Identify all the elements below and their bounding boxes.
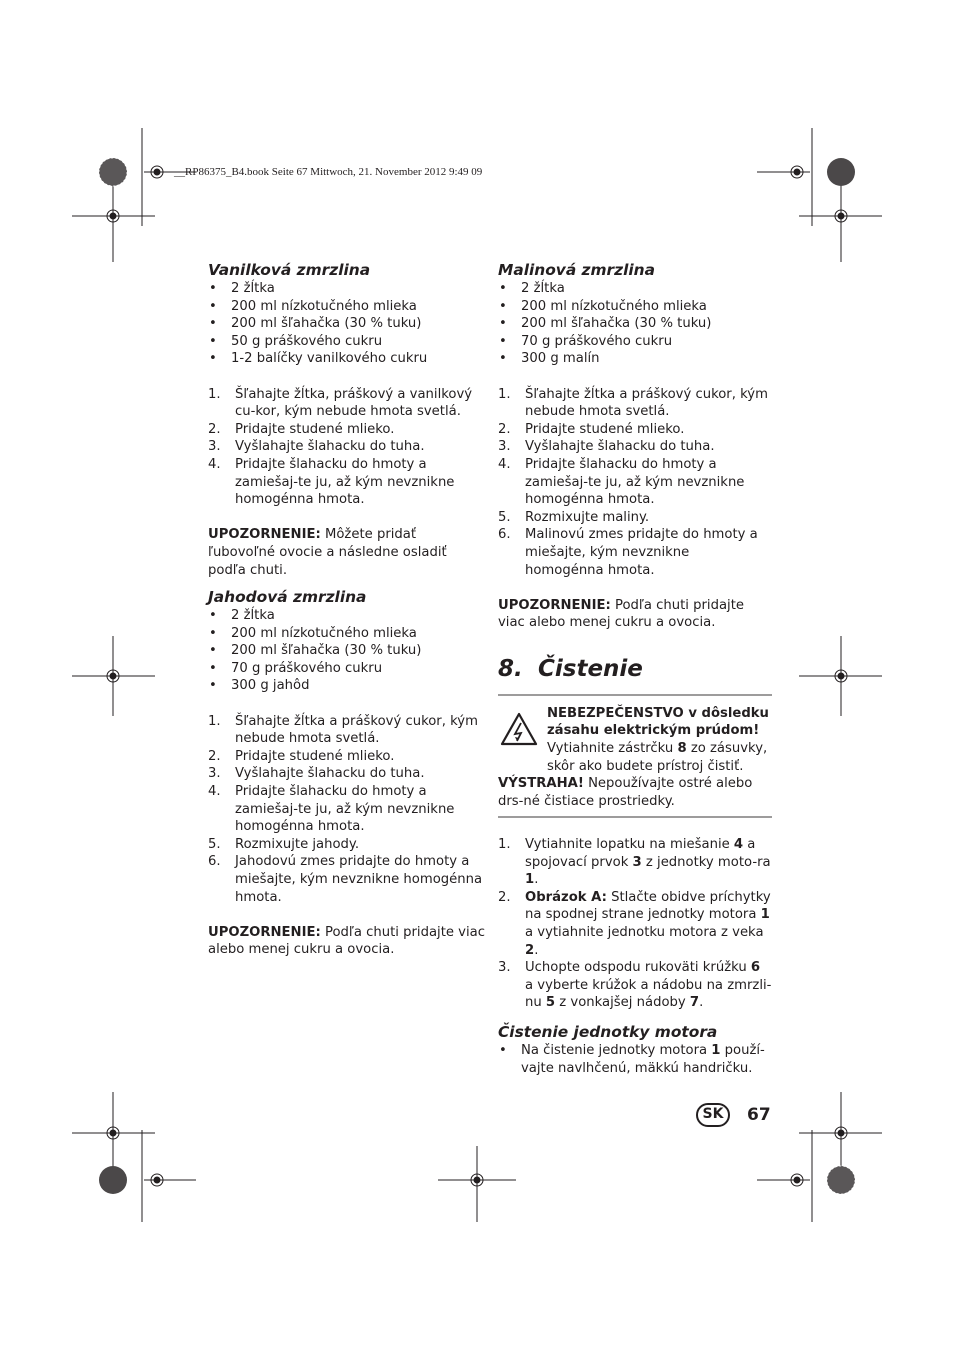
step-text: Jahodovú zmes pridajte do hmoty a miešajte, kým nevznikne homogénna hmota. bbox=[235, 854, 483, 905]
list-item: • 200 ml šľahačka (30 % tuku) bbox=[498, 315, 772, 333]
raspberry-note bbox=[498, 597, 772, 632]
step-item: 1. Vytiahnite lopatku na miešanie 4 a spojovací prvok 3 z jednotky moto-ra 1. bbox=[498, 837, 771, 888]
language-badge bbox=[696, 1103, 730, 1127]
step-item bbox=[208, 853, 486, 906]
step-item bbox=[498, 438, 772, 456]
left-column bbox=[208, 260, 486, 959]
step-item bbox=[498, 509, 772, 527]
step-number: 1. bbox=[208, 713, 221, 729]
right-column bbox=[498, 260, 772, 1077]
step-number: 5. bbox=[498, 509, 511, 525]
list-item: • 200 ml šľahačka (30 % tuku) bbox=[208, 315, 486, 333]
step-item bbox=[208, 438, 486, 456]
step-item bbox=[208, 765, 486, 783]
section-heading bbox=[498, 654, 772, 684]
step-number: 2. bbox=[208, 421, 221, 437]
list-item: • 2 žĺtka bbox=[208, 280, 486, 298]
step-text: Pridajte studené mlieko. bbox=[235, 421, 395, 437]
step-number: 2. bbox=[208, 748, 221, 764]
step-number: 4. bbox=[498, 456, 511, 472]
list-item: • 70 g práškového cukru bbox=[208, 660, 486, 678]
step-number: 3. bbox=[498, 960, 511, 976]
step-number: 3. bbox=[208, 439, 221, 455]
step-text: Rozmixujte jahody. bbox=[235, 836, 360, 852]
step-number: 3. bbox=[208, 766, 221, 782]
step-item bbox=[208, 748, 486, 766]
raspberry-ingredients bbox=[498, 280, 772, 368]
electric-hazard-icon bbox=[500, 712, 538, 746]
step-text: Šľahajte žĺtka a práškový cukor, kým nebude hmota svetlá. bbox=[235, 713, 478, 747]
motor-cleaning-list bbox=[498, 1042, 772, 1077]
strawberry-steps bbox=[208, 713, 486, 907]
step-text: Rozmixujte maliny. bbox=[525, 509, 650, 525]
list-item: • 200 ml nízkotučného mlieka bbox=[498, 298, 772, 316]
list-item: • 300 g malín bbox=[498, 350, 772, 368]
section-number: 8. bbox=[498, 655, 523, 682]
step-text: Vyšlahajte šlahacku do tuha. bbox=[235, 439, 425, 455]
raspberry-title: Malinová zmrzlina bbox=[498, 261, 655, 279]
step-number: 1. bbox=[498, 386, 511, 402]
step-item bbox=[498, 526, 772, 579]
step-number: 6. bbox=[498, 527, 511, 543]
vanilla-note bbox=[208, 526, 486, 579]
motor-cleaning-title: Čistenie jednotky motora bbox=[498, 1022, 718, 1041]
vanilla-title: Vanilková zmrzlina bbox=[208, 261, 371, 279]
step-number: 1. bbox=[208, 386, 221, 402]
step-text: Šľahajte žĺtka a práškový cukor, kým nebude hmota svetlá. bbox=[525, 386, 768, 420]
step-item bbox=[208, 456, 486, 509]
vanilla-steps bbox=[208, 386, 486, 509]
step-item bbox=[208, 421, 486, 439]
step-number: 1. bbox=[498, 837, 511, 853]
safety-box bbox=[498, 696, 772, 817]
list-item: • 2 žĺtka bbox=[498, 280, 772, 298]
step-number: 6. bbox=[208, 854, 221, 870]
step-item bbox=[208, 836, 486, 854]
step-number: 3. bbox=[498, 439, 511, 455]
list-item: • 200 ml šľahačka (30 % tuku) bbox=[208, 642, 486, 660]
list-item: • 1-2 balíčky vanilkového cukru bbox=[208, 350, 486, 368]
step-number: 4. bbox=[208, 456, 221, 472]
note-label: UPOZORNENIE: bbox=[208, 527, 321, 543]
list-item: • 200 ml nízkotučného mlieka bbox=[208, 298, 486, 316]
step-text: Pridajte šlahacku do hmoty a zamiešaj-te ju, až kým nevznikne homogénna hmota. bbox=[235, 784, 455, 835]
note-text: Môžete pridať ľubovoľné ovocie a následne osladiť podľa chuti. bbox=[208, 527, 447, 578]
raspberry-steps bbox=[498, 386, 772, 580]
strawberry-note bbox=[208, 924, 486, 959]
danger-text: Vytiahnite zástrčku 8 zo zásuvky, skôr ako budete prístroj čistiť. bbox=[547, 741, 768, 774]
print-header: __RP86375_B4.book Seite 67 Mittwoch, 21. November 2012 9:49 09 bbox=[174, 166, 483, 178]
step-item bbox=[208, 713, 486, 748]
step-number: 2. bbox=[498, 889, 511, 905]
note-text: Podľa chuti pridajte viac alebo menej cukru a ovocia. bbox=[208, 924, 485, 958]
vanilla-ingredients bbox=[208, 280, 486, 368]
step-text: Pridajte studené mlieko. bbox=[525, 421, 685, 437]
section-title: Čistenie bbox=[538, 655, 643, 682]
step-item bbox=[498, 386, 772, 421]
step-item bbox=[498, 456, 772, 509]
step-text: Pridajte studené mlieko. bbox=[235, 748, 395, 764]
list-item: • 200 ml nízkotučného mlieka bbox=[208, 625, 486, 643]
step-number: 4. bbox=[208, 784, 221, 800]
note-label: UPOZORNENIE: bbox=[208, 924, 321, 940]
language-code: SK bbox=[702, 1106, 724, 1122]
step-text: Vyšlahajte šlahacku do tuha. bbox=[235, 766, 425, 782]
step-text: Vyšlahajte šlahacku do tuha. bbox=[525, 439, 715, 455]
list-item: • Na čistenie jednotky motora 1 použí-vajte navlhčenú, mäkkú handričku. bbox=[498, 1042, 772, 1077]
step-item: 2. Obrázok A: Stlačte obidve príchytky na spodnej strane jednotky motora 1 a vytiahnite jednotku motora z veka 2. bbox=[498, 889, 771, 958]
note-text: Podľa chuti pridajte viac alebo menej cukru a ovocia. bbox=[498, 597, 744, 631]
step-number: 5. bbox=[208, 836, 221, 852]
step-item: 3. Uchopte odspodu rukoväti krúžku 6 a vyberte krúžok a nádobu na zmrzli-nu 5 z vonkajšej nádoby 7. bbox=[498, 960, 772, 1011]
step-text: Šľahajte žĺtka, práškový a vanilkový cu-kor, kým nebude hmota svetlá. bbox=[235, 386, 473, 420]
strawberry-ingredients bbox=[208, 607, 486, 695]
step-text: Malinovú zmes pridajte do hmoty a miešajte, kým nevznikne homogénna hmota. bbox=[525, 527, 758, 578]
list-item: • 50 g práškového cukru bbox=[208, 333, 486, 351]
list-item: • 300 g jahôd bbox=[208, 677, 486, 695]
note-label: UPOZORNENIE: bbox=[498, 597, 611, 613]
strawberry-title: Jahodová zmrzlina bbox=[208, 588, 367, 607]
list-item: • 2 žĺtka bbox=[208, 607, 486, 625]
list-item: • 70 g práškového cukru bbox=[498, 333, 772, 351]
page-number: 67 bbox=[747, 1105, 771, 1125]
step-text: Pridajte šlahacku do hmoty a zamiešaj-te ju, až kým nevznikne homogénna hmota. bbox=[235, 456, 455, 508]
step-item bbox=[208, 386, 486, 421]
step-item bbox=[498, 421, 772, 439]
danger-label: NEBEZPEČENSTVO v dôsledku zásahu elektrickým prúdom! bbox=[547, 705, 769, 739]
step-item bbox=[208, 783, 486, 836]
step-text: Pridajte šlahacku do hmoty a zamiešaj-te ju, až kým nevznikne homogénna hmota. bbox=[525, 456, 745, 508]
cleaning-steps bbox=[498, 836, 772, 1012]
step-number: 2. bbox=[498, 421, 511, 437]
warning-text: VÝSTRAHA! Nepoužívajte ostré alebo drs-né čistiace prostriedky. bbox=[498, 776, 753, 809]
